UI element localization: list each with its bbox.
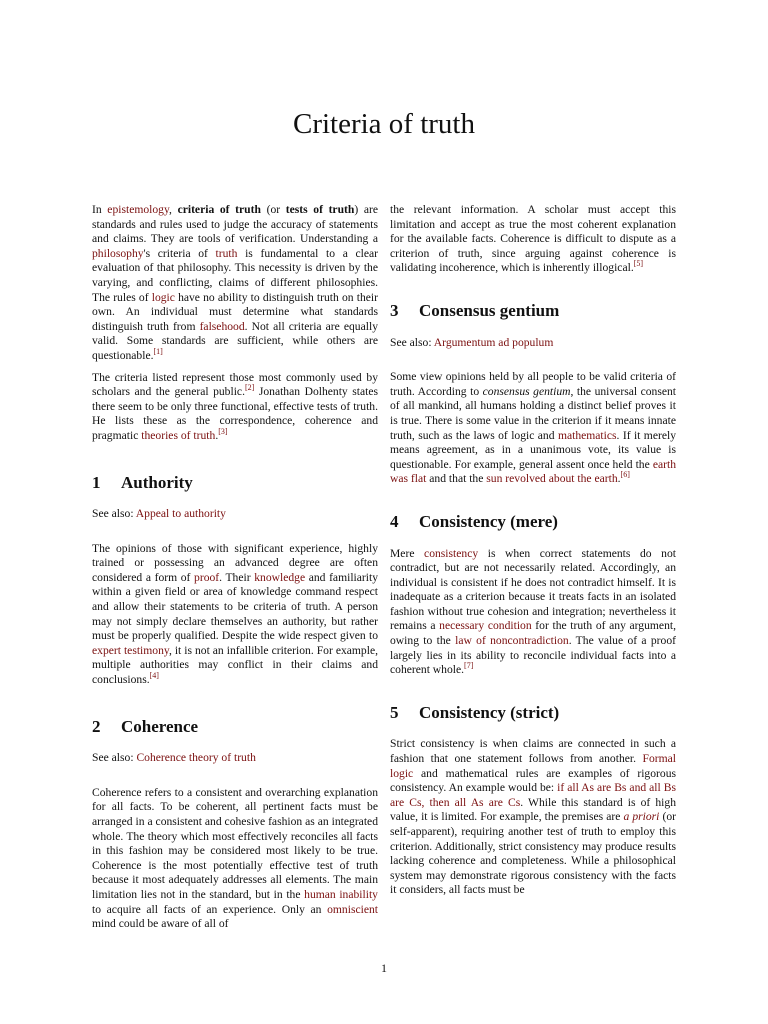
section-number: 3: [390, 300, 399, 320]
link-logic[interactable]: logic: [151, 290, 175, 304]
see-also-label: See also:: [92, 507, 136, 521]
intro-paragraph-1: [92, 203, 378, 364]
link-consistency[interactable]: consistency: [424, 546, 479, 560]
see-also-label: See also:: [92, 751, 137, 765]
text: (or: [260, 203, 286, 216]
section-title: Consensus gentium: [419, 300, 560, 320]
bold-term: criteria of truth: [177, 203, 261, 216]
section-title: Coherence: [121, 716, 199, 736]
text: Strict consistency is when claims are connected in such a fashion that one statement follows from another.: [390, 737, 676, 766]
text: . The value of a proof largely lies in its ability to reconcile individual facts into a coherent whole.: [390, 634, 676, 677]
section-title: Consistency (strict): [419, 702, 560, 722]
link-sun-revolved[interactable]: sun revolved about the earth: [486, 472, 618, 486]
text: Some view opinions held by all people to be valid criteria of truth. According to: [390, 370, 676, 398]
text: and familiarity within a given field or area of knowledge command respect and allow their statements to be criteria of truth. A person may not simply declare themselves an authority, but rather must be properly qualified. Despite the wide respect given to: [92, 570, 379, 643]
text: to acquire all facts of an experience. Only an: [92, 902, 328, 916]
consistency-mere-paragraph: [390, 547, 676, 678]
page-number: 1: [381, 961, 387, 975]
link-earth-was-flat[interactable]: earth was flat: [390, 457, 676, 486]
text: ,: [169, 203, 178, 216]
text: The opinions of those with significant experience, highly trained or possessing an advanced degree are often considered a form of: [92, 541, 378, 584]
text: the relevant information. A scholar must accept this limitation and accept as true the most coherent explanation for the available facts. Coherence is difficult to dispute as a criterion of truth, since arguing against coherence is validating incoherence, which is inherently illogical.: [390, 203, 676, 275]
text: , the universal consent of all mankind, all humans holding a distinct belief proves it is true. There is some value in the criterion if it means innate truth, such as the laws of logic and: [390, 384, 676, 442]
citation-ref[interactable]: [1]: [153, 347, 163, 357]
section-number: 1: [92, 472, 101, 492]
link-necessary-condition[interactable]: necessary condition: [439, 619, 532, 633]
citation-ref[interactable]: [7]: [464, 661, 474, 671]
link-mathematics[interactable]: mathematics: [557, 428, 617, 442]
citation-ref[interactable]: [2]: [244, 383, 255, 393]
coherence-continued-paragraph: [390, 203, 676, 276]
text: and mathematical rules are examples of rigorous consistency. An example would be:: [390, 766, 676, 795]
section-number: 2: [92, 716, 101, 736]
section-number: 5: [390, 702, 399, 722]
text: ) are standards and rules used to judge the accuracy of statements and claims. They are tools of verification. Understanding a: [92, 203, 378, 246]
text: have no ability to distinguish truth on their own. An individual must determine what standards distinguish truth from: [92, 290, 378, 333]
link-law-of-noncontradiction[interactable]: law of noncontradiction: [455, 634, 569, 648]
text: . If it merely means agreement, as in a unanimous vote, its value is questionable. For example, general assent once held the: [390, 428, 676, 471]
section-heading-coherence: [92, 716, 378, 736]
text: .: [617, 472, 621, 486]
right-column: [390, 203, 676, 898]
text: is when correct statements do not contradict, but are not necessarily related. Accordingly, an individual is consistent if he does not contradict himself. It is inadequate as a criterion because it treats facts in an isolated fashion without true cohesion and integration; nevertheless it remains a: [390, 546, 676, 633]
text: . While this standard is of high value, it is limited. For example, the premises are: [390, 795, 676, 824]
citation-ref[interactable]: [5]: [633, 259, 644, 269]
italic-term: consensus gentium: [482, 384, 571, 398]
see-also-label: See also:: [390, 335, 434, 349]
see-also-consensus: [390, 336, 676, 351]
link-knowledge[interactable]: knowledge: [254, 570, 306, 584]
section-title: Consistency (mere): [419, 511, 558, 531]
intro-paragraph-2: [92, 371, 378, 444]
text: , it is not an infallible criterion. For example, multiple authorities may conflict in their claims and conclusions.: [92, 643, 378, 687]
link-a-priori[interactable]: a priori: [623, 810, 660, 824]
citation-ref[interactable]: [3]: [218, 427, 228, 437]
link-coherence-theory[interactable]: Coherence theory of truth: [136, 751, 256, 765]
text: The criteria listed represent those most commonly used by scholars and the general public.: [92, 370, 378, 399]
see-also-coherence: [92, 751, 378, 766]
text: Mere: [390, 546, 425, 560]
citation-ref[interactable]: [6]: [620, 470, 630, 480]
text: is fundamental to a clear evaluation of that philosophy. This necessity is driven by the varying, and conflicting, claims of different philosophies. The rules of: [92, 246, 378, 304]
link-epistemology[interactable]: epistemology: [107, 203, 170, 216]
section-heading-consistency-mere: [390, 511, 676, 531]
text: (or self-apparent), requiring another test of truth to employ this criterion. Additionally, strict consistency may produce results lacking coherence and completeness. While a philosophical system may demonstrate rigorous consistency with the facts it considers, all facts must be: [390, 810, 676, 897]
text: . Their: [219, 570, 255, 584]
link-expert-testimony[interactable]: expert testimony: [92, 643, 169, 657]
text: . Not all criteria are equally valid. Some standards are sufficient, while others are questionable.: [92, 319, 378, 362]
link-truth[interactable]: truth: [215, 246, 238, 260]
link-proof[interactable]: proof: [194, 570, 220, 584]
text: mind could be aware of all of: [92, 917, 229, 931]
page-title: Criteria of truth: [292, 108, 475, 140]
link-argumentum-ad-populum[interactable]: Argumentum ad populum: [433, 335, 554, 349]
section-number: 4: [390, 511, 399, 531]
link-human-inability[interactable]: human inability: [304, 887, 378, 901]
section-title: Authority: [121, 472, 193, 492]
link-formal-logic[interactable]: Formal logic: [390, 752, 676, 780]
text: Jonathan Dolhenty states there seem to be only three functional, effective tests of truth. He lists these as the correspondence, coherence and pragmatic: [92, 385, 378, 442]
link-philosophy[interactable]: philosophy: [92, 246, 144, 260]
link-falsehood[interactable]: falsehood: [199, 319, 245, 333]
bold-term: tests of truth: [285, 203, 355, 216]
text: for the truth of any argument, owing to the: [390, 619, 676, 648]
text: .: [215, 428, 219, 442]
section-heading-consensus-gentium: [390, 300, 676, 320]
section-heading-authority: [92, 472, 378, 492]
link-syllogism-example[interactable]: if all As are Bs and all Bs are Cs, then all As are Cs: [390, 781, 676, 809]
link-appeal-to-authority[interactable]: Appeal to authority: [135, 507, 226, 521]
text: and that the: [426, 472, 487, 486]
authority-paragraph: [92, 542, 378, 688]
text: In: [92, 203, 108, 216]
text: 's criteria of: [143, 246, 216, 260]
link-theories-of-truth[interactable]: theories of truth: [141, 428, 216, 442]
citation-ref[interactable]: [4]: [149, 671, 159, 681]
left-column: [92, 203, 378, 932]
text: Coherence refers to a consistent and overarching explanation for all facts. To be coherent, all pertinent facts must be arranged in a consistent and cohesive fashion as an integrated whole. The theory which most effectively reconciles all facts in this fashion may be considered most likely to be true. Coherence is the most potentially effective test of truth because it most adequately addresses all elements. The main limitation lies not in the standard, but in the: [92, 785, 378, 901]
section-heading-consistency-strict: [390, 702, 676, 722]
consistency-strict-paragraph: [390, 737, 676, 898]
coherence-paragraph: [92, 786, 378, 932]
see-also-authority: [92, 507, 378, 522]
link-omniscient[interactable]: omniscient: [327, 902, 378, 916]
consensus-paragraph: [390, 370, 676, 487]
